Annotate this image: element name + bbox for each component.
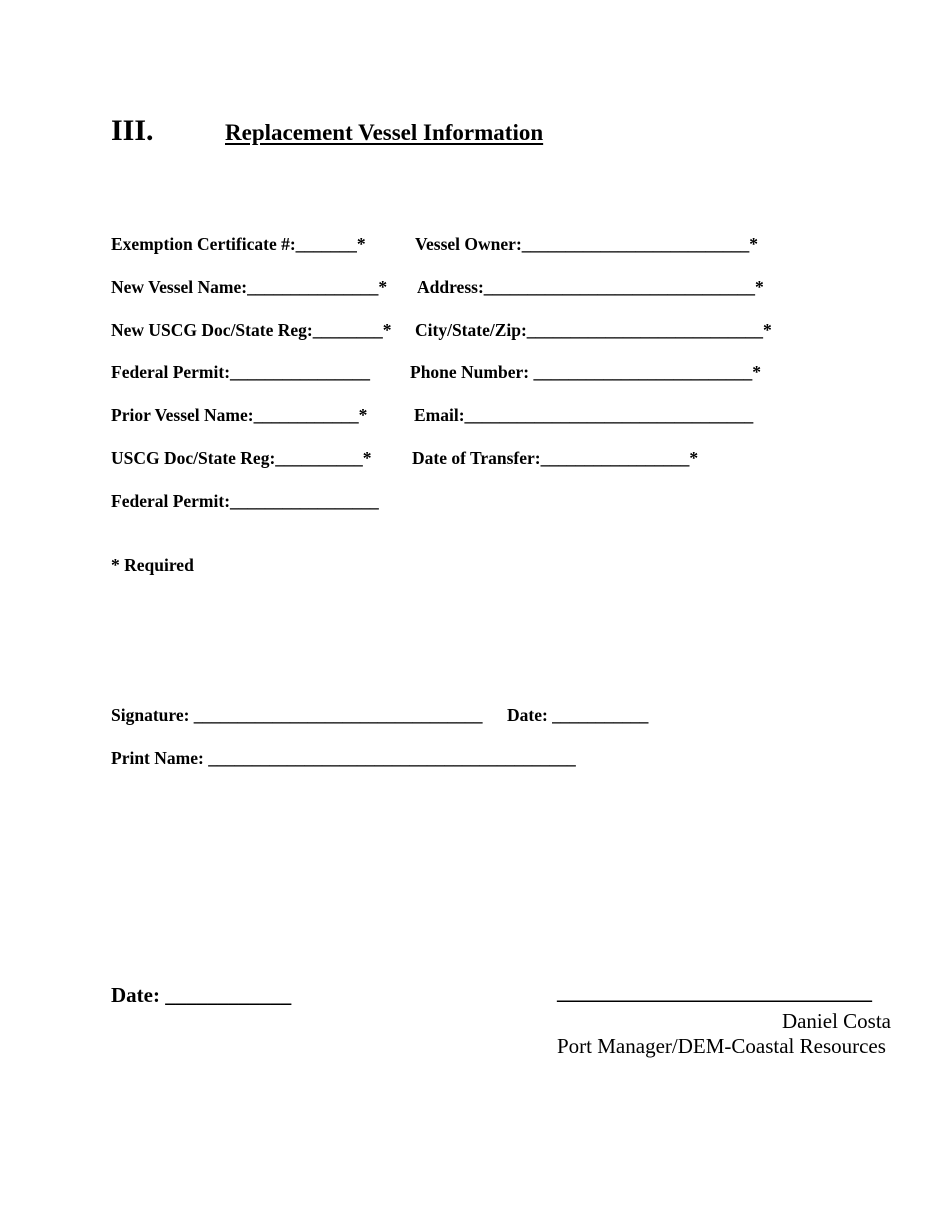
official-title: Port Manager/DEM-Coastal Resources: [557, 1034, 886, 1059]
phone-number-field: Phone Number: _________________________*: [410, 362, 761, 382]
signature-date-line: Date: ___________: [507, 705, 649, 725]
prior-federal-permit-field: Federal Permit:_________________: [111, 491, 379, 511]
official-name: Daniel Costa: [781, 1009, 891, 1033]
signature-line: Signature: _________________________________: [111, 705, 483, 725]
footer-date-line: Date: ____________: [111, 983, 292, 1007]
new-vessel-name-field: New Vessel Name:_______________*: [111, 277, 388, 297]
city-state-zip-field: City/State/Zip:___________________________*: [415, 320, 772, 340]
section-title: Replacement Vessel Information: [225, 120, 544, 145]
email-field: Email:_________________________________: [414, 405, 754, 425]
official-signature-line: ______________________________: [557, 980, 872, 1004]
address-field: Address:_______________________________*: [417, 277, 764, 297]
vessel-owner-field: Vessel Owner:__________________________*: [415, 234, 759, 254]
required-note: * Required: [111, 555, 194, 575]
uscg-doc-field: USCG Doc/State Reg:__________*: [111, 448, 372, 468]
prior-vessel-name-field: Prior Vessel Name:____________*: [111, 405, 368, 425]
federal-permit-field: Federal Permit:________________: [111, 362, 371, 382]
date-of-transfer-field: Date of Transfer:_________________*: [412, 448, 699, 468]
exemption-certificate-field: Exemption Certificate #:_______*: [111, 234, 366, 254]
new-uscg-doc-field: New USCG Doc/State Reg:________*: [111, 320, 392, 340]
print-name-line: Print Name: __________________________________________: [111, 748, 576, 768]
section-number: III.: [111, 114, 154, 147]
official-signature-block: [557, 982, 897, 1059]
